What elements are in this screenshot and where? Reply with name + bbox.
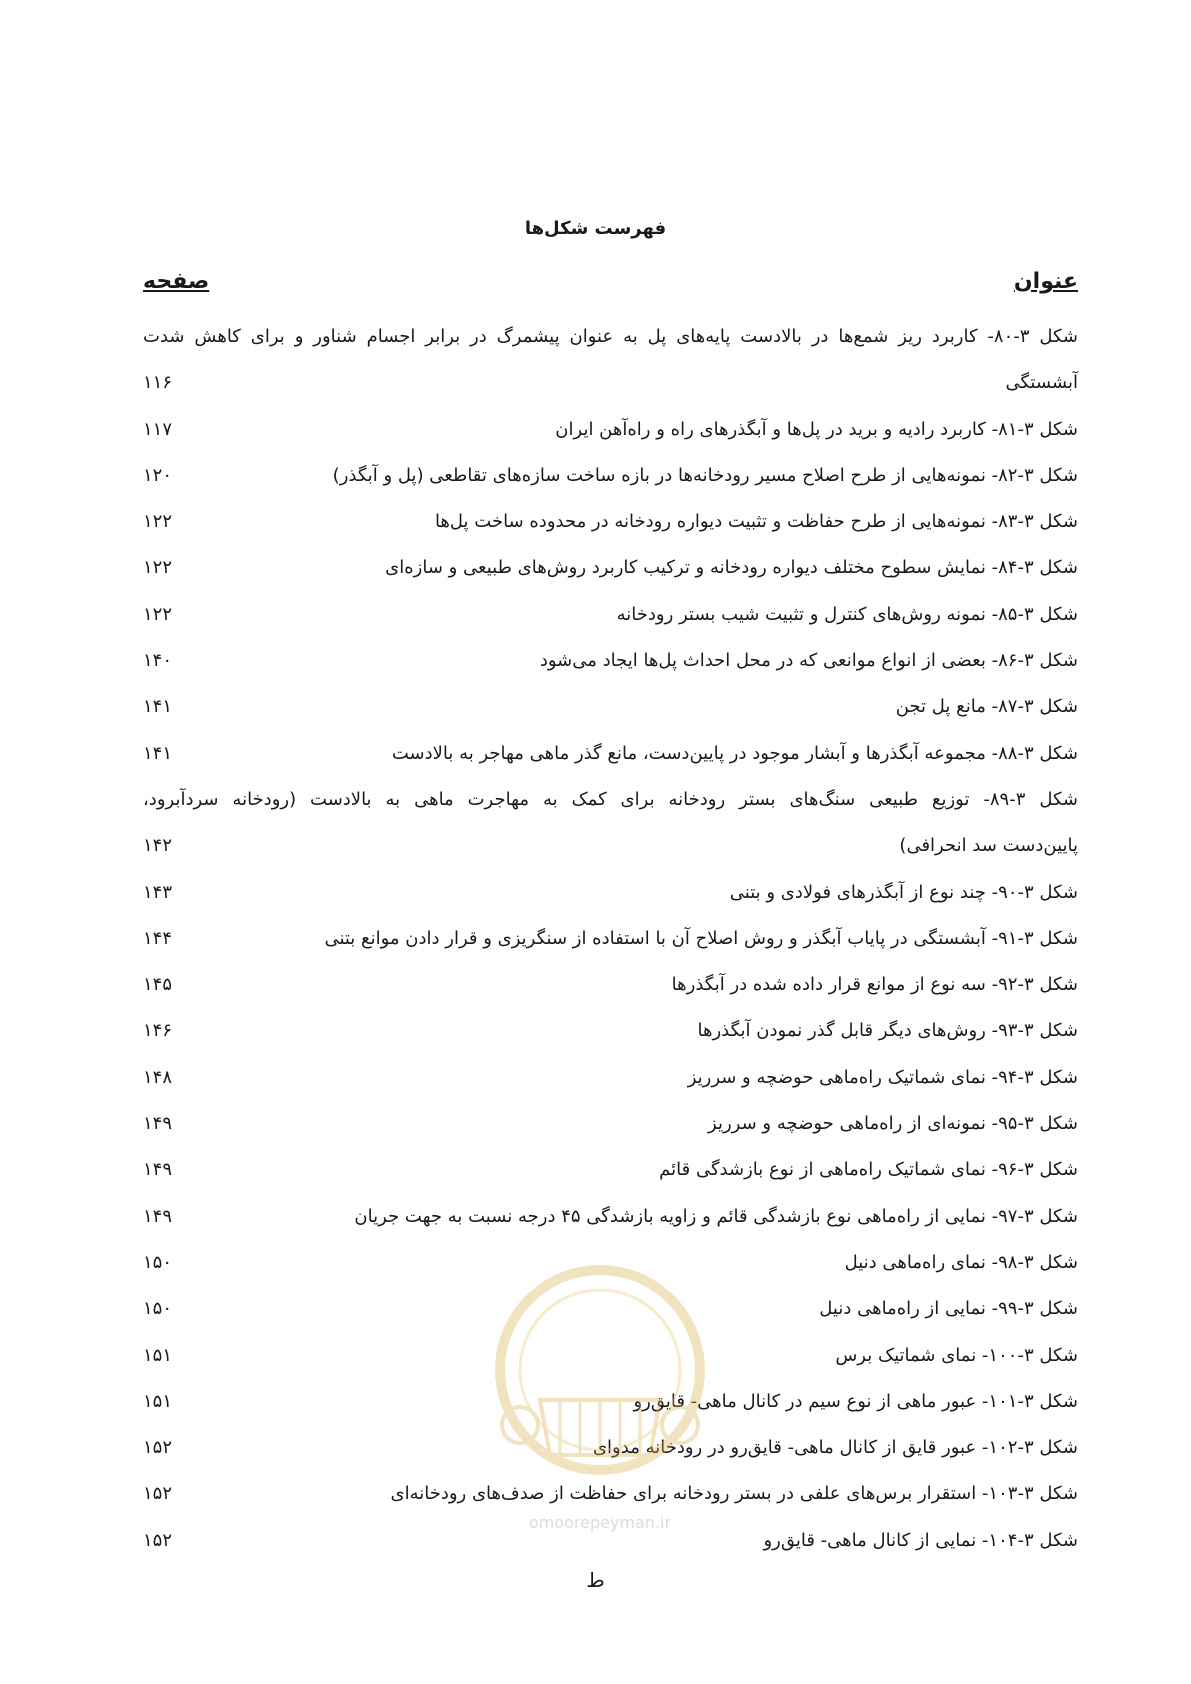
column-headers (143, 269, 1078, 301)
toc-entry-page: ۱۴۲ (143, 835, 173, 857)
toc-entry-page: ۱۴۸ (143, 1066, 173, 1088)
toc-entry-title: شکل ۳-۹۷- نمایی از راه‌ماهی نوع بازشدگی قائم و زاویه بازشدگی ۴۵ درجه نسبت به جهت جریان (354, 1205, 1078, 1227)
toc-entry-title: شکل ۳-۸۰- کاربرد ریز شمع‌ها در بالادست پایه‌های پل به عنوان پیشمرگ در برابر اجسام شناور و برای کاهش شدت (143, 326, 1078, 347)
toc-entry-title: شکل ۳-۱۰۲- عبور قایق از کانال ماهی- قایق‌رو در رودخانه مدوای (592, 1437, 1078, 1459)
toc-entry-title: شکل ۳-۱۰۱- عبور ماهی از نوع سیم در کانال ماهی- قایق‌رو (633, 1390, 1078, 1412)
toc-entry[interactable] (143, 1194, 1078, 1240)
toc-entry-page: ۱۲۲ (143, 603, 173, 625)
toc-entry[interactable] (143, 777, 1078, 870)
toc-entry[interactable] (143, 731, 1078, 777)
toc-entry-page: ۱۴۰ (143, 650, 173, 672)
toc-entry-page: ۱۲۰ (143, 464, 173, 486)
toc-entry-page: ۱۵۲ (143, 1529, 173, 1551)
toc-entry[interactable] (143, 870, 1078, 916)
toc-entry[interactable] (143, 916, 1078, 962)
toc-entry[interactable] (143, 1101, 1078, 1147)
toc-entry-title: شکل ۳-۹۳- روش‌های دیگر قابل گذر نمودن آبگذرها (697, 1020, 1078, 1042)
page-number-folio: ط (586, 1568, 605, 1592)
toc-entry[interactable] (143, 1147, 1078, 1193)
toc-entry-title: شکل ۳-۹۴- نمای شماتیک راه‌ماهی حوضچه و سرریز (687, 1066, 1078, 1088)
toc-entry[interactable] (143, 407, 1078, 453)
toc-entry-title: شکل ۳-۸۴- نمایش سطوح مختلف دیواره رودخانه و ترکیب کاربرد روش‌های طبیعی و سازه‌ای (385, 557, 1078, 579)
toc-entry-title: آبشستگی (1005, 372, 1078, 394)
toc-entry-title: پایین‌دست سد انحرافی) (899, 835, 1078, 857)
toc-entry-title: شکل ۳-۱۰۰- نمای شماتیک برس (835, 1344, 1078, 1366)
watermark-logo (480, 1250, 720, 1540)
toc-entry[interactable] (143, 962, 1078, 1008)
toc-entry-title: شکل ۳-۹۲- سه نوع از موانع قرار داده شده در آبگذرها (671, 974, 1078, 996)
toc-entry-page: ۱۲۲ (143, 557, 173, 579)
toc-entry-title: شکل ۳-۸۱- کاربرد رادیه و برید در پل‌ها و آبگذرهای راه و راه‌آهن ایران (555, 418, 1078, 440)
toc-entry-title: شکل ۳-۱۰۳- استقرار برس‌های علفی در بستر رودخانه برای حفاظت از صدف‌های رودخانه‌ای (390, 1483, 1078, 1505)
toc-entry[interactable] (143, 545, 1078, 591)
toc-entry-page: ۱۴۱ (143, 696, 173, 718)
column-header-page: صفحه (143, 269, 210, 294)
toc-entry[interactable] (143, 592, 1078, 638)
toc-entry-page: ۱۵۲ (143, 1483, 173, 1505)
toc-entry[interactable] (143, 1055, 1078, 1101)
toc-entry-title: شکل ۳-۹۵- نمونه‌ای از راه‌ماهی حوضچه و سرریز (708, 1113, 1078, 1135)
toc-entry-title: شکل ۳-۹۱- آبشستگی در پایاب آبگذر و روش اصلاح آن با استفاده از سنگریزی و قرار دادن موانع بتنی (324, 927, 1078, 949)
toc-entry-page: ۱۴۹ (143, 1205, 173, 1227)
toc-entry-page: ۱۴۱ (143, 742, 173, 764)
toc-entry-title: شکل ۳-۹۸- نمای راه‌ماهی دنیل (844, 1251, 1078, 1273)
column-header-title: عنوان (1013, 269, 1078, 294)
toc-entry-page: ۱۵۲ (143, 1437, 173, 1459)
toc-entry-title: شکل ۳-۸۶- بعضی از انواع موانعی که در محل احداث پل‌ها ایجاد می‌شود (539, 650, 1078, 672)
toc-entry-page: ۱۵۱ (143, 1344, 173, 1366)
toc-entry[interactable] (143, 638, 1078, 684)
toc-entry-title: شکل ۳-۸۹- توزیع طبیعی سنگ‌های بستر رودخانه برای کمک به مهاجرت ماهی به بالادست (رودخانه سردآبرود، (143, 788, 1078, 810)
toc-entry-page: ۱۵۰ (143, 1251, 173, 1273)
toc-entry-page: ۱۴۴ (143, 927, 173, 949)
toc-entry[interactable] (143, 684, 1078, 730)
toc-entry-title: شکل ۳-۹۹- نمایی از راه‌ماهی دنیل (819, 1298, 1078, 1320)
toc-entry-page: ۱۵۰ (143, 1298, 173, 1320)
toc-entry-page: ۱۱۷ (143, 418, 173, 440)
toc-entry[interactable] (143, 314, 1078, 407)
toc-entry-page: ۱۲۲ (143, 511, 173, 533)
toc-entry-page: ۱۴۶ (143, 1020, 173, 1042)
toc-entry-page: ۱۴۹ (143, 1113, 173, 1135)
toc-entry-page: ۱۴۵ (143, 974, 173, 996)
toc-entry-title: شکل ۳-۸۸- مجموعه آبگذرها و آبشار موجود در پایین‌دست، مانع گذر ماهی مهاجر به بالادست (391, 742, 1078, 764)
toc-entry-title: شکل ۳-۸۵- نمونه روش‌های کنترل و تثبیت شیب بستر رودخانه (616, 603, 1078, 625)
toc-entry[interactable] (143, 453, 1078, 499)
toc-entry-page: ۱۱۶ (143, 372, 173, 394)
toc-entry-title: شکل ۳-۱۰۴- نمایی از کانال ماهی- قایق‌رو (763, 1529, 1078, 1551)
watermark-url: omoorepeyman.ir (528, 1513, 672, 1532)
toc-entry-page: ۱۵۱ (143, 1390, 173, 1412)
toc-entry[interactable] (143, 1008, 1078, 1054)
toc-entry-title: شکل ۳-۸۳- نمونه‌هایی از طرح حفاظت و تثبیت دیواره رودخانه در محدوده ساخت پل‌ها (434, 511, 1078, 533)
toc-entry[interactable] (143, 499, 1078, 545)
toc-entry-title: شکل ۳-۹۰- چند نوع از آبگذرهای فولادی و بتنی (729, 881, 1078, 903)
toc-entry-title: شکل ۳-۸۷- مانع پل تجن (895, 696, 1078, 718)
toc-entry-page: ۱۴۳ (143, 881, 173, 903)
toc-entry-title: شکل ۳-۸۲- نمونه‌هایی از طرح اصلاح مسیر رودخانه‌ها در بازه ساخت سازه‌های تقاطعی (پل و آبگذر) (332, 464, 1078, 486)
page-title: فهرست شکل‌ها (524, 218, 667, 239)
toc-entry-title: شکل ۳-۹۶- نمای شماتیک راه‌ماهی از نوع بازشدگی قائم (659, 1159, 1078, 1181)
toc-entry-page: ۱۴۹ (143, 1159, 173, 1181)
